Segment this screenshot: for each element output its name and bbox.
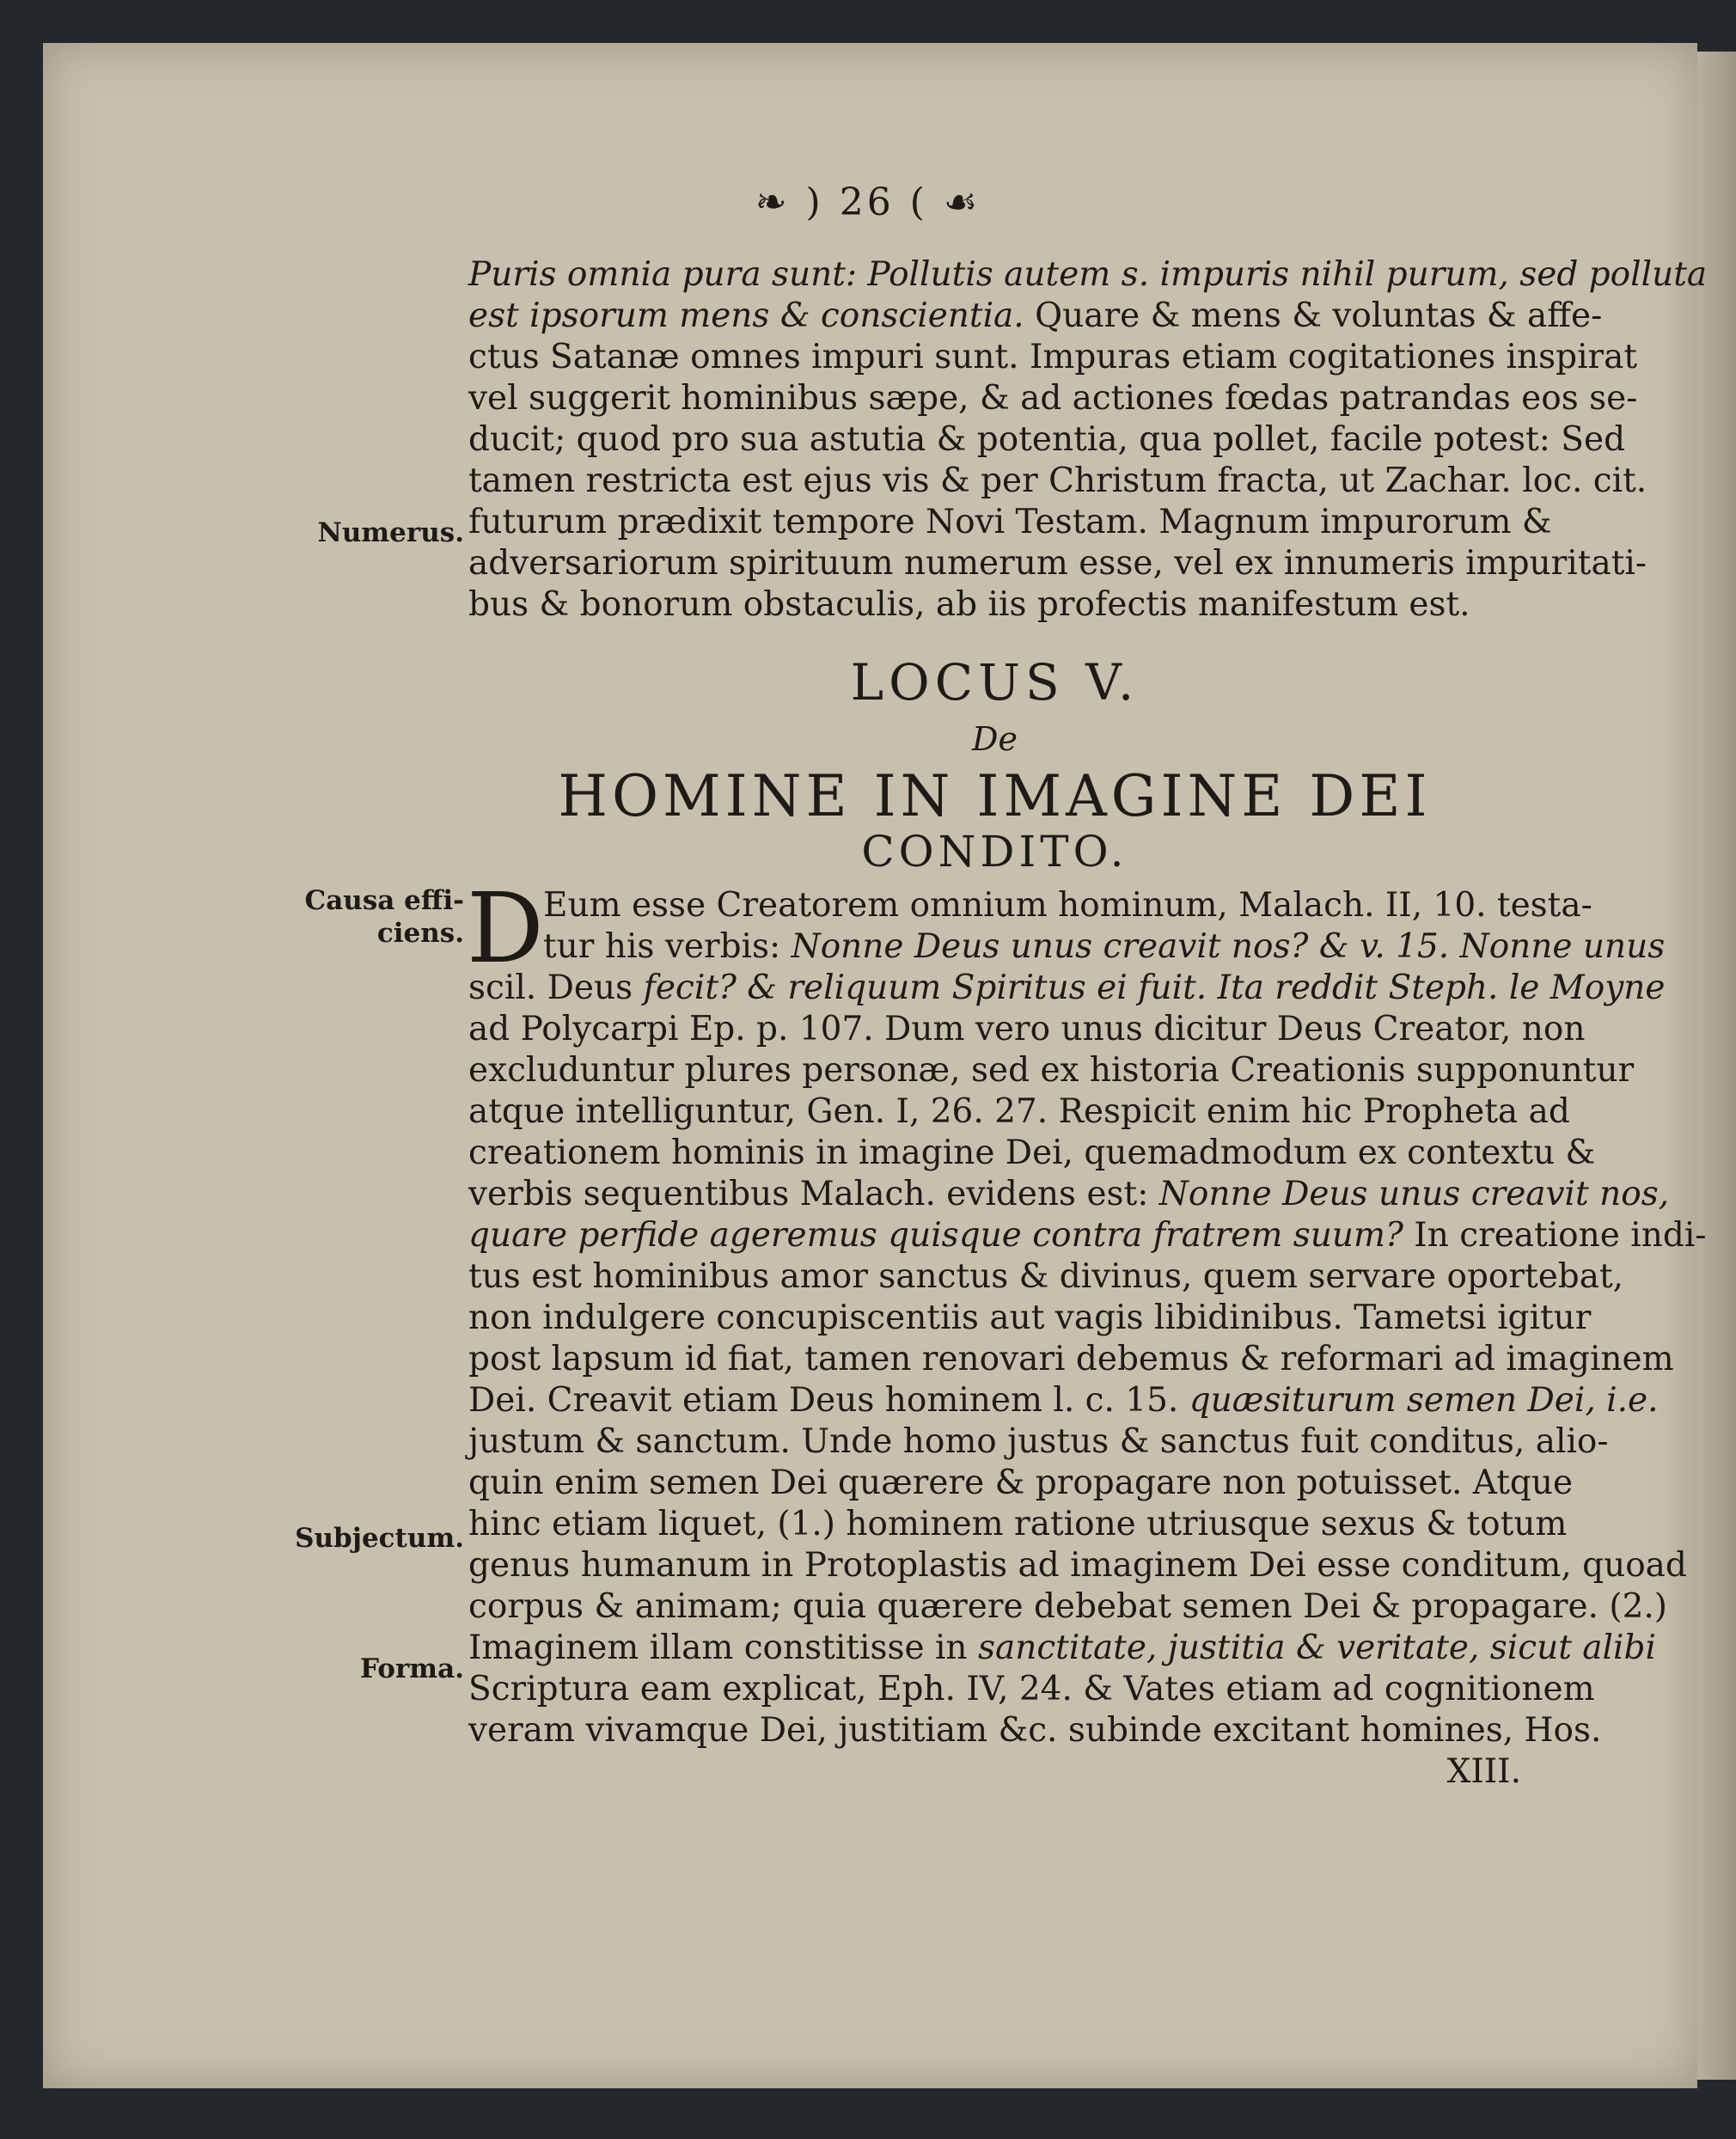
- text-line: verbis sequentibus Malach. evidens est: Nonne Deus unus creavit nos,: [468, 1175, 1670, 1213]
- text-line: veram vivamque Dei, justitiam &c. subinde excitant homines, Hos.: [468, 1711, 1602, 1750]
- text-line: justum & sanctum. Unde homo justus & sanctus fuit conditus, alio-: [468, 1422, 1609, 1461]
- text-line: adversariorum spirituum numerum esse, vel ex innumeris impuritati-: [468, 544, 1647, 583]
- drop-cap: D: [467, 873, 544, 985]
- text-line: ad Polycarpi Ep. p. 107. Dum vero unus dicitur Deus Creator, non: [468, 1010, 1586, 1048]
- text-line: tamen restricta est ejus vis & per Christum fracta, ut Zachar. loc. cit.: [468, 461, 1647, 500]
- margin-note-numerus: Numerus.: [317, 517, 464, 548]
- text-line: corpus & animam; quia quærere debebat semen Dei & propagare. (2.): [468, 1587, 1668, 1626]
- text-line: Puris omnia pura sunt: Pollutis autem s. impuris nihil purum, sed polluta: [468, 255, 1708, 294]
- next-page-edge: [1697, 52, 1736, 2080]
- text-line: Scriptura eam explicat, Eph. IV, 24. & Vates etiam ad cognitionem: [468, 1670, 1595, 1708]
- text-line: tus est hominibus amor sanctus & divinus, quem servare oportebat,: [468, 1257, 1624, 1296]
- text-line: hinc etiam liquet, (1.) hominem ratione utriusque sexus & totum: [468, 1505, 1568, 1543]
- page-number-header: ❧ ) 26 ( ☙: [755, 180, 981, 224]
- text-line: quare perfide ageremus quisque contra fratrem suum? In creatione indi-: [468, 1216, 1707, 1255]
- text-line: ctus Satanæ omnes impuri sunt. Impuras etiam cogitationes inspirat: [468, 338, 1638, 376]
- locus-number: LOCUS V.: [850, 653, 1140, 712]
- text-line: creationem hominis in imagine Dei, quemadmodum ex contextu &: [468, 1134, 1596, 1172]
- text-line: vel suggerit hominibus sæpe, & ad actiones fœdas patrandas eos se-: [468, 379, 1638, 418]
- catchword: XIII.: [1446, 1752, 1521, 1791]
- text-line: tur his verbis: Nonne Deus unus creavit nos? & v. 15. Nonne unus: [543, 927, 1666, 966]
- heading-title: HOMINE IN IMAGINE DEI: [558, 763, 1432, 829]
- text-line: futurum prædixit tempore Novi Testam. Magnum impurorum &: [468, 503, 1552, 541]
- text-line: excluduntur plures personæ, sed ex historia Creationis supponuntur: [468, 1051, 1635, 1090]
- margin-note-forma: Forma.: [359, 1653, 464, 1684]
- text-line: est ipsorum mens & conscientia. Quare & mens & voluntas & affe-: [468, 296, 1603, 335]
- text-line: non indulgere concupiscentiis aut vagis libidinibus. Tametsi igitur: [468, 1299, 1592, 1337]
- text-line: Eum esse Creatorem omnium hominum, Malach. II, 10. testa-: [543, 886, 1592, 925]
- text-line: Dei. Creavit etiam Deus hominem l. c. 15. quæsiturum semen Dei, i.e.: [468, 1381, 1659, 1420]
- text-line: scil. Deus fecit? & reliquum Spiritus ei fuit. Ita reddit Steph. le Moyne: [468, 969, 1666, 1007]
- text-line: bus & bonorum obstaculis, ab iis profectis manifestum est.: [468, 585, 1470, 624]
- heading-de: De: [972, 720, 1018, 758]
- text-line: post lapsum id fiat, tamen renovari debemus & reformari ad imaginem: [468, 1340, 1674, 1378]
- text-line: genus humanum in Protoplastis ad imaginem Dei esse conditum, quoad: [468, 1546, 1687, 1585]
- text-line: ducit; quod pro sua astutia & potentia, qua pollet, facile potest: Sed: [468, 420, 1626, 459]
- text-line: Imaginem illam constitisse in sanctitate, justitia & veritate, sicut alibi: [468, 1629, 1656, 1667]
- text-line: atque intelliguntur, Gen. I, 26. 27. Respicit enim hic Propheta ad: [468, 1092, 1570, 1131]
- text-line: quin enim semen Dei quærere & propagare non potuisset. Atque: [468, 1464, 1574, 1502]
- margin-note-causa-2: ciens.: [376, 918, 464, 949]
- margin-note-subjectum: Subjectum.: [295, 1523, 464, 1554]
- margin-note-causa-1: Causa effi-: [304, 885, 464, 916]
- heading-subtitle: CONDITO.: [861, 827, 1128, 877]
